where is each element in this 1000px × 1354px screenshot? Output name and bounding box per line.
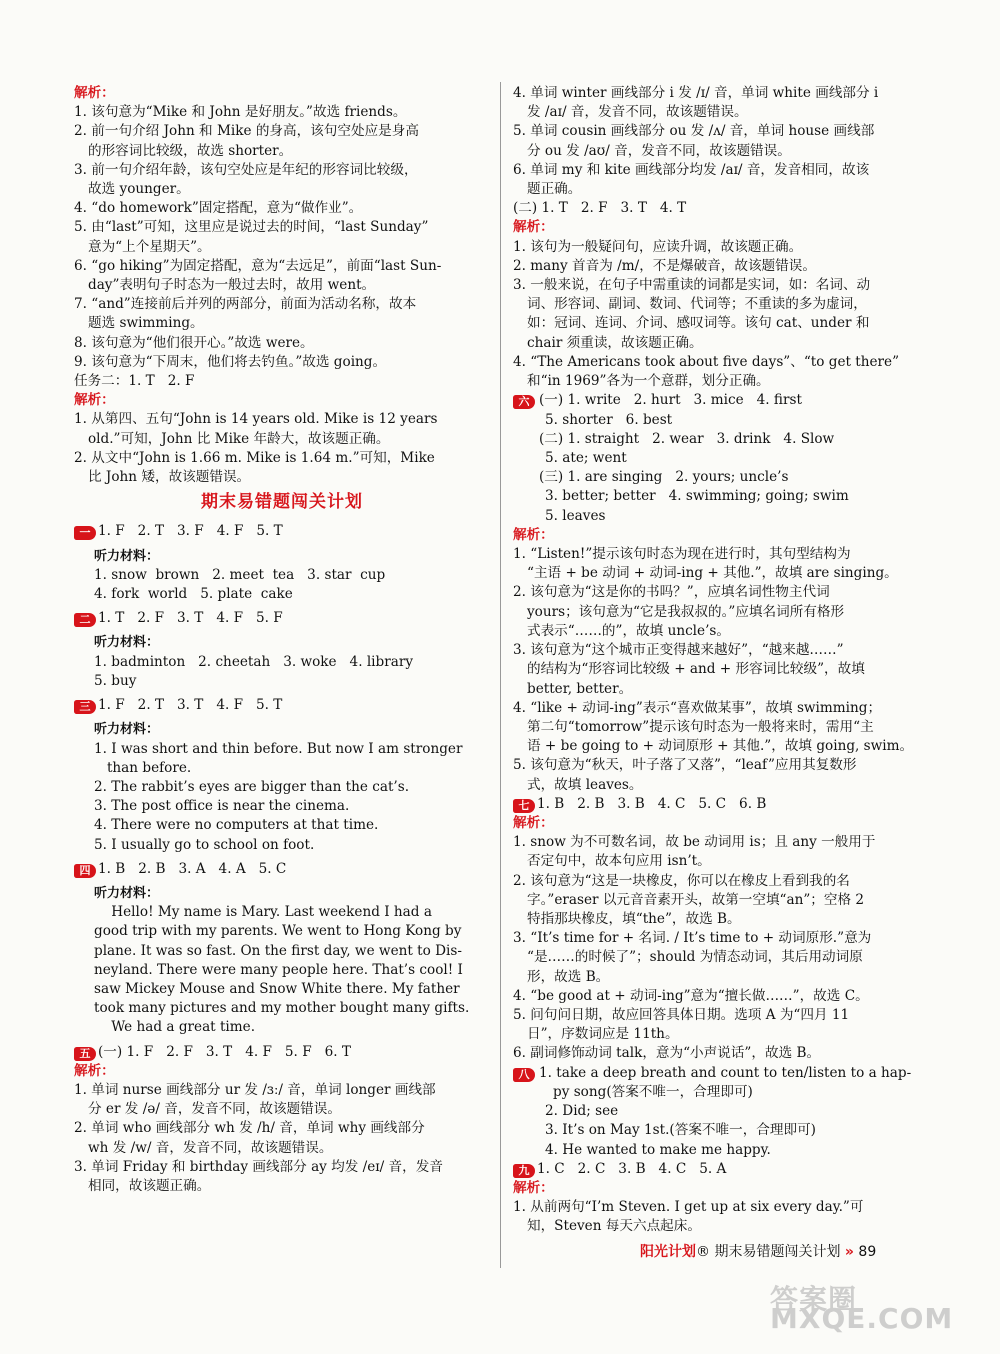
text-line: 4. 单词 winter 画线部分 i 发 /ɪ/ 音，单词 white 画线部分 i <box>513 85 879 101</box>
section-marker-6: 六 <box>513 395 535 409</box>
text-line: 日”，序数词应是 11th。 <box>527 1026 679 1043</box>
answer-line: 1. T 2. F 3. T 4. F 5. F <box>98 610 283 627</box>
left-column <box>74 84 490 1196</box>
text-line: “是……的时候了”；should 为情态动词，其后用动词原 <box>527 949 863 966</box>
section-title: 期末易错题闯关计划 <box>201 492 363 513</box>
text-line: 2. 该句意为“这是你的书吗？”，应填名词性物主代词 <box>513 584 830 601</box>
text-line: 的结构为“形容词比较级 + and + 形容词比较级”，故填 <box>527 661 865 678</box>
text-line: 1. badminton 2. cheetah 3. woke 4. library <box>94 653 414 670</box>
section-marker-2: 二 <box>74 613 96 627</box>
answer-block <box>513 391 931 525</box>
text-line: than before. <box>94 759 192 776</box>
analysis-label: 解析： <box>74 1062 115 1079</box>
text-line: 5. 该句意为“秋天，叶子落了又落”，“leaf”应用其复数形 <box>513 757 857 774</box>
text-line: 语 + be going to + 动词原形 + 其他.”，故填 going, swim。 <box>527 738 914 755</box>
page-number: 89 <box>858 1244 877 1260</box>
analysis-label: 解析： <box>74 85 115 101</box>
answer-block <box>513 1064 931 1160</box>
text-line: 1. “Listen!”提示该句时态为现在进行时，其句型结构为 <box>513 546 851 563</box>
text-line: 式表示“……的”，故填 uncle’s。 <box>527 622 730 639</box>
text-line: 1. take a deep breath and count to ten/listen to a hap- <box>539 1064 912 1081</box>
text-line: 1. 从第四、五句“John is 14 years old. Mike is 12 years <box>74 411 438 428</box>
text-line: 特指那块橡皮，填“the”，故选 B。 <box>527 910 741 927</box>
text-line: 3. It’s on May 1st.(答案不唯一，合理即可) <box>545 1122 816 1139</box>
listening-label: 听力材料： <box>94 885 160 901</box>
text-line: 第二句“tomorrow”提示该句时态为一般将来时，需用“主 <box>527 718 874 735</box>
text-line: 5. I usually go to school on foot. <box>94 836 315 853</box>
text-line: 8. 该句意为“他们很开心。”故选 were。 <box>74 334 314 351</box>
text-line: 4. “do homework”固定搭配，意为“做作业”。 <box>74 200 363 217</box>
text-line: (三) 1. are singing 2. yours; uncle’s <box>539 469 789 486</box>
text-line: 2. many 首音为 /m/，不是爆破音，故该题错误。 <box>513 257 816 274</box>
text-line: 字。”eraser 以元音音素开头，故第一空填“an”；空格 2 <box>527 891 865 908</box>
text-line: 6. 副词修饰动词 talk，意为“小声说话”，故选 B。 <box>513 1045 821 1062</box>
text-line: 2. 从文中“John is 1.66 m. Mike is 1.64 m.”可知，Mike <box>74 449 435 466</box>
page-footer <box>640 1243 940 1262</box>
text-line: 题选 swimming。 <box>88 315 204 332</box>
analysis-list <box>513 833 931 1063</box>
answer-line: 1. C 2. C 3. B 4. C 5. A <box>537 1160 727 1177</box>
text-line: 3. better; better 4. swimming; going; swim <box>545 488 849 505</box>
listening-material <box>74 903 490 1037</box>
text-line: 4. “The Americans took about five days”、“to get there” <box>513 353 900 370</box>
text-line: wh 发 /w/ 音，发音不同，故该题错误。 <box>88 1139 333 1156</box>
analysis-list <box>74 410 490 487</box>
text-line: 3. The post office is near the cinema. <box>94 798 350 815</box>
text-line: 3. 单词 Friday 和 birthday 画线部分 ay 均发 /eɪ/ 音，发音 <box>74 1158 443 1175</box>
text-line: 3. “It’s time for + 名词. / It’s time to + 动词原形.”意为 <box>513 930 872 947</box>
analysis-list <box>513 238 931 392</box>
text-line: 相同，故该题正确。 <box>88 1177 211 1194</box>
text-line: 形，故选 B。 <box>527 968 610 985</box>
text-line: 如：冠词、连词、介词、感叹词等。该句 cat、under 和 <box>527 315 870 332</box>
analysis-list <box>513 1198 931 1236</box>
text-line: 任务二：1. T 2. F <box>74 373 195 390</box>
text-line: 5. 由“last”可知，这里应是说过去的时间，“last Sunday” <box>74 219 429 236</box>
text-line: 9. 该句意为“下周末，他们将去钓鱼。”故选 going。 <box>74 353 387 370</box>
section-marker-3: 三 <box>74 700 96 714</box>
text-line: plane. It was so fast. On the first day, we went to Dis- <box>94 942 462 959</box>
text-line: 2. 单词 who 画线部分 wh 发 /h/ 音，单词 why 画线部分 <box>74 1120 425 1137</box>
text-line: 3. 该句意为“这个城市正变得越来越好”，“越来越……” <box>513 642 844 659</box>
text-line: 的形容词比较级，故选 shorter。 <box>88 142 293 159</box>
text-line: 5. shorter 6. best <box>545 411 673 428</box>
text-line: 2. 该句意为“这是一块橡皮，你可以在橡皮上看到我的名 <box>513 872 850 889</box>
text-line: old.”可知，John 比 Mike 年龄大，故该题正确。 <box>88 430 390 447</box>
text-line: neyland. There were many people here. That’s cool! I <box>94 961 463 978</box>
section-marker-7: 七 <box>513 799 535 813</box>
text-line: 否定句中，故本句应用 isn’t。 <box>527 853 711 870</box>
text-line: saw Mickey Mouse and Snow White there. My father <box>94 980 460 997</box>
section-marker-9: 九 <box>513 1164 535 1178</box>
text-line: day”表明句子时态为一般过去时，故用 went。 <box>88 277 376 294</box>
text-line: 分 er 发 /ə/ 音，发音不同，故该题错误。 <box>88 1101 341 1118</box>
text-line: 4. “like + 动词-ing”表示“喜欢做某事”，故填 swimming； <box>513 699 882 716</box>
text-line: (二) 1. T 2. F 3. T 4. T <box>513 200 687 217</box>
listening-label: 听力材料： <box>94 635 160 651</box>
text-line: took many pictures and my mother bought many gifts. <box>94 1000 470 1017</box>
text-line: (二) 1. straight 2. wear 3. drink 4. Slow <box>539 430 835 447</box>
text-line: 5. ate; went <box>545 450 627 467</box>
answer-line: 1. F 2. T 3. T 4. F 5. T <box>98 697 283 714</box>
text-line: py song(答案不唯一，合理即可) <box>553 1083 753 1100</box>
text-line: 5. leaves <box>545 507 606 524</box>
analysis-list <box>513 545 931 795</box>
text-line: 6. “go hiking”为固定搭配，意为“去远足”，前面“last Sun- <box>74 257 442 274</box>
text-line: 式，故填 leaves。 <box>527 776 643 793</box>
text-line: 词、形容词、副词、数词、代词等；不重读的多为虚词， <box>527 296 867 313</box>
text-line: 分 ou 发 /aʊ/ 音，发音不同，故该题错误。 <box>527 142 791 159</box>
analysis-continued <box>513 84 931 218</box>
text-line: good trip with my parents. We went to Hong Kong by <box>94 923 462 940</box>
section-marker-1: 一 <box>74 526 96 540</box>
text-line: 故选 younger。 <box>88 181 190 198</box>
text-line: 知，Steven 每天六点起床。 <box>527 1218 701 1235</box>
text-line: chair 须重读，故该题正确。 <box>527 334 703 351</box>
analysis-label: 解析： <box>513 814 554 831</box>
text-line: (一) 1. write 2. hurt 3. mice 4. first <box>539 392 802 409</box>
listening-material <box>74 740 490 855</box>
text-line: 2. 前一句介绍 John 和 Mike 的身高，该句空处应是身高 <box>74 123 419 140</box>
text-line: 3. 一般来说，在句子中需重读的词都是实词，如：名词、动 <box>513 277 871 294</box>
text-line: 5. 单词 cousin 画线部分 ou 发 /ʌ/ 音，单词 house 画线部 <box>513 123 875 140</box>
text-line: 2. Did; see <box>545 1103 619 1120</box>
listening-label: 听力材料： <box>94 548 160 564</box>
text-line: better, better。 <box>527 680 633 697</box>
analysis-label: 解析： <box>513 219 554 236</box>
text-line: 1. snow brown 2. meet tea 3. star cup <box>94 566 386 583</box>
text-line: 发 /aɪ/ 音，发音不同，故该题错误。 <box>527 104 748 121</box>
registered-mark: ® <box>696 1244 710 1260</box>
text-line: 1. snow 为不可数名词，故 be 动词用 is；且 any 一般用于 <box>513 834 876 851</box>
text-line: 7. “and”连接前后并列的两部分，前面为活动名称，故本 <box>74 296 417 313</box>
analysis-list <box>74 103 490 391</box>
right-column <box>513 84 931 1237</box>
answer-line: 1. F 2. T 3. F 4. F 5. T <box>98 523 283 540</box>
watermark: 答案圈 MXQE.COM <box>770 1283 954 1336</box>
section-marker-8: 八 <box>513 1068 535 1082</box>
text-line: 2. The rabbit’s eyes are bigger than the cat’s. <box>94 778 410 795</box>
text-line: 1. 单词 nurse 画线部分 ur 发 /ɜː/ 音，单词 longer 画线部 <box>74 1081 436 1098</box>
text-line: 1. 该句意为“Mike 和 John 是好朋友。”故选 friends。 <box>74 104 407 121</box>
column-divider <box>500 82 501 1268</box>
text-line: 6. 单词 my 和 kite 画线部分均发 /aɪ/ 音，发音相同，故该 <box>513 161 870 178</box>
analysis-label: 解析： <box>74 392 115 409</box>
listening-material <box>74 566 490 604</box>
answer-line: 1. B 2. B 3. B 4. C 5. C 6. B <box>537 795 767 812</box>
analysis-label: 解析： <box>513 1179 554 1196</box>
text-line: 1. I was short and thin before. But now I am stronger <box>94 740 463 757</box>
answer-line: 1. B 2. B 3. A 4. A 5. C <box>98 860 287 877</box>
text-line: We had a great time. <box>94 1019 256 1036</box>
listening-material <box>74 653 490 691</box>
text-line: 意为“上个星期天”。 <box>88 238 211 255</box>
text-line: 5. 问句问日期，故应回答具体日期。选项 A 为“四月 11 <box>513 1006 850 1023</box>
footer-title: 期末易错题闯关计划 <box>714 1244 841 1260</box>
text-line: 4. There were no computers at that time. <box>94 817 379 834</box>
text-line: Hello! My name is Mary. Last weekend I had a <box>94 904 432 921</box>
text-line: yours；该句意为“它是我叔叔的。”应填名词所有格形 <box>527 603 845 620</box>
listening-label: 听力材料： <box>94 722 160 738</box>
analysis-list <box>74 1081 490 1196</box>
text-line: 比 John 矮，故该题错误。 <box>88 469 251 486</box>
text-line: 5. buy <box>94 672 137 689</box>
text-line: 1. 从前两句“I’m Steven. I get up at six every day.”可 <box>513 1199 864 1216</box>
text-line: 3. 前一句介绍年龄，该句空处应是年纪的形容词比较级， <box>74 161 418 178</box>
text-line: 4. fork world 5. plate cake <box>94 586 293 603</box>
text-line: 和“in 1969”各为一个意群，划分正确。 <box>527 373 770 390</box>
text-line: 4. He wanted to make me happy. <box>545 1141 771 1158</box>
section-marker-4: 四 <box>74 864 96 878</box>
text-line: 4. “be good at + 动词-ing”意为“擅长做……”，故选 C。 <box>513 987 869 1004</box>
section-marker-5: 五 <box>74 1047 96 1061</box>
text-line: 1. 该句为一般疑问句，应读升调，故该题正确。 <box>513 238 803 255</box>
text-line: 题正确。 <box>527 181 582 198</box>
analysis-label: 解析： <box>513 526 554 543</box>
answer-line: (一) 1. F 2. F 3. T 4. F 5. F 6. T <box>98 1043 351 1060</box>
brand-name: 阳光计划 <box>640 1244 696 1260</box>
text-line: “主语 + be 动词 + 动词-ing + 其他.”，故填 are singing。 <box>527 565 898 582</box>
arrow-icon: » <box>844 1244 854 1260</box>
